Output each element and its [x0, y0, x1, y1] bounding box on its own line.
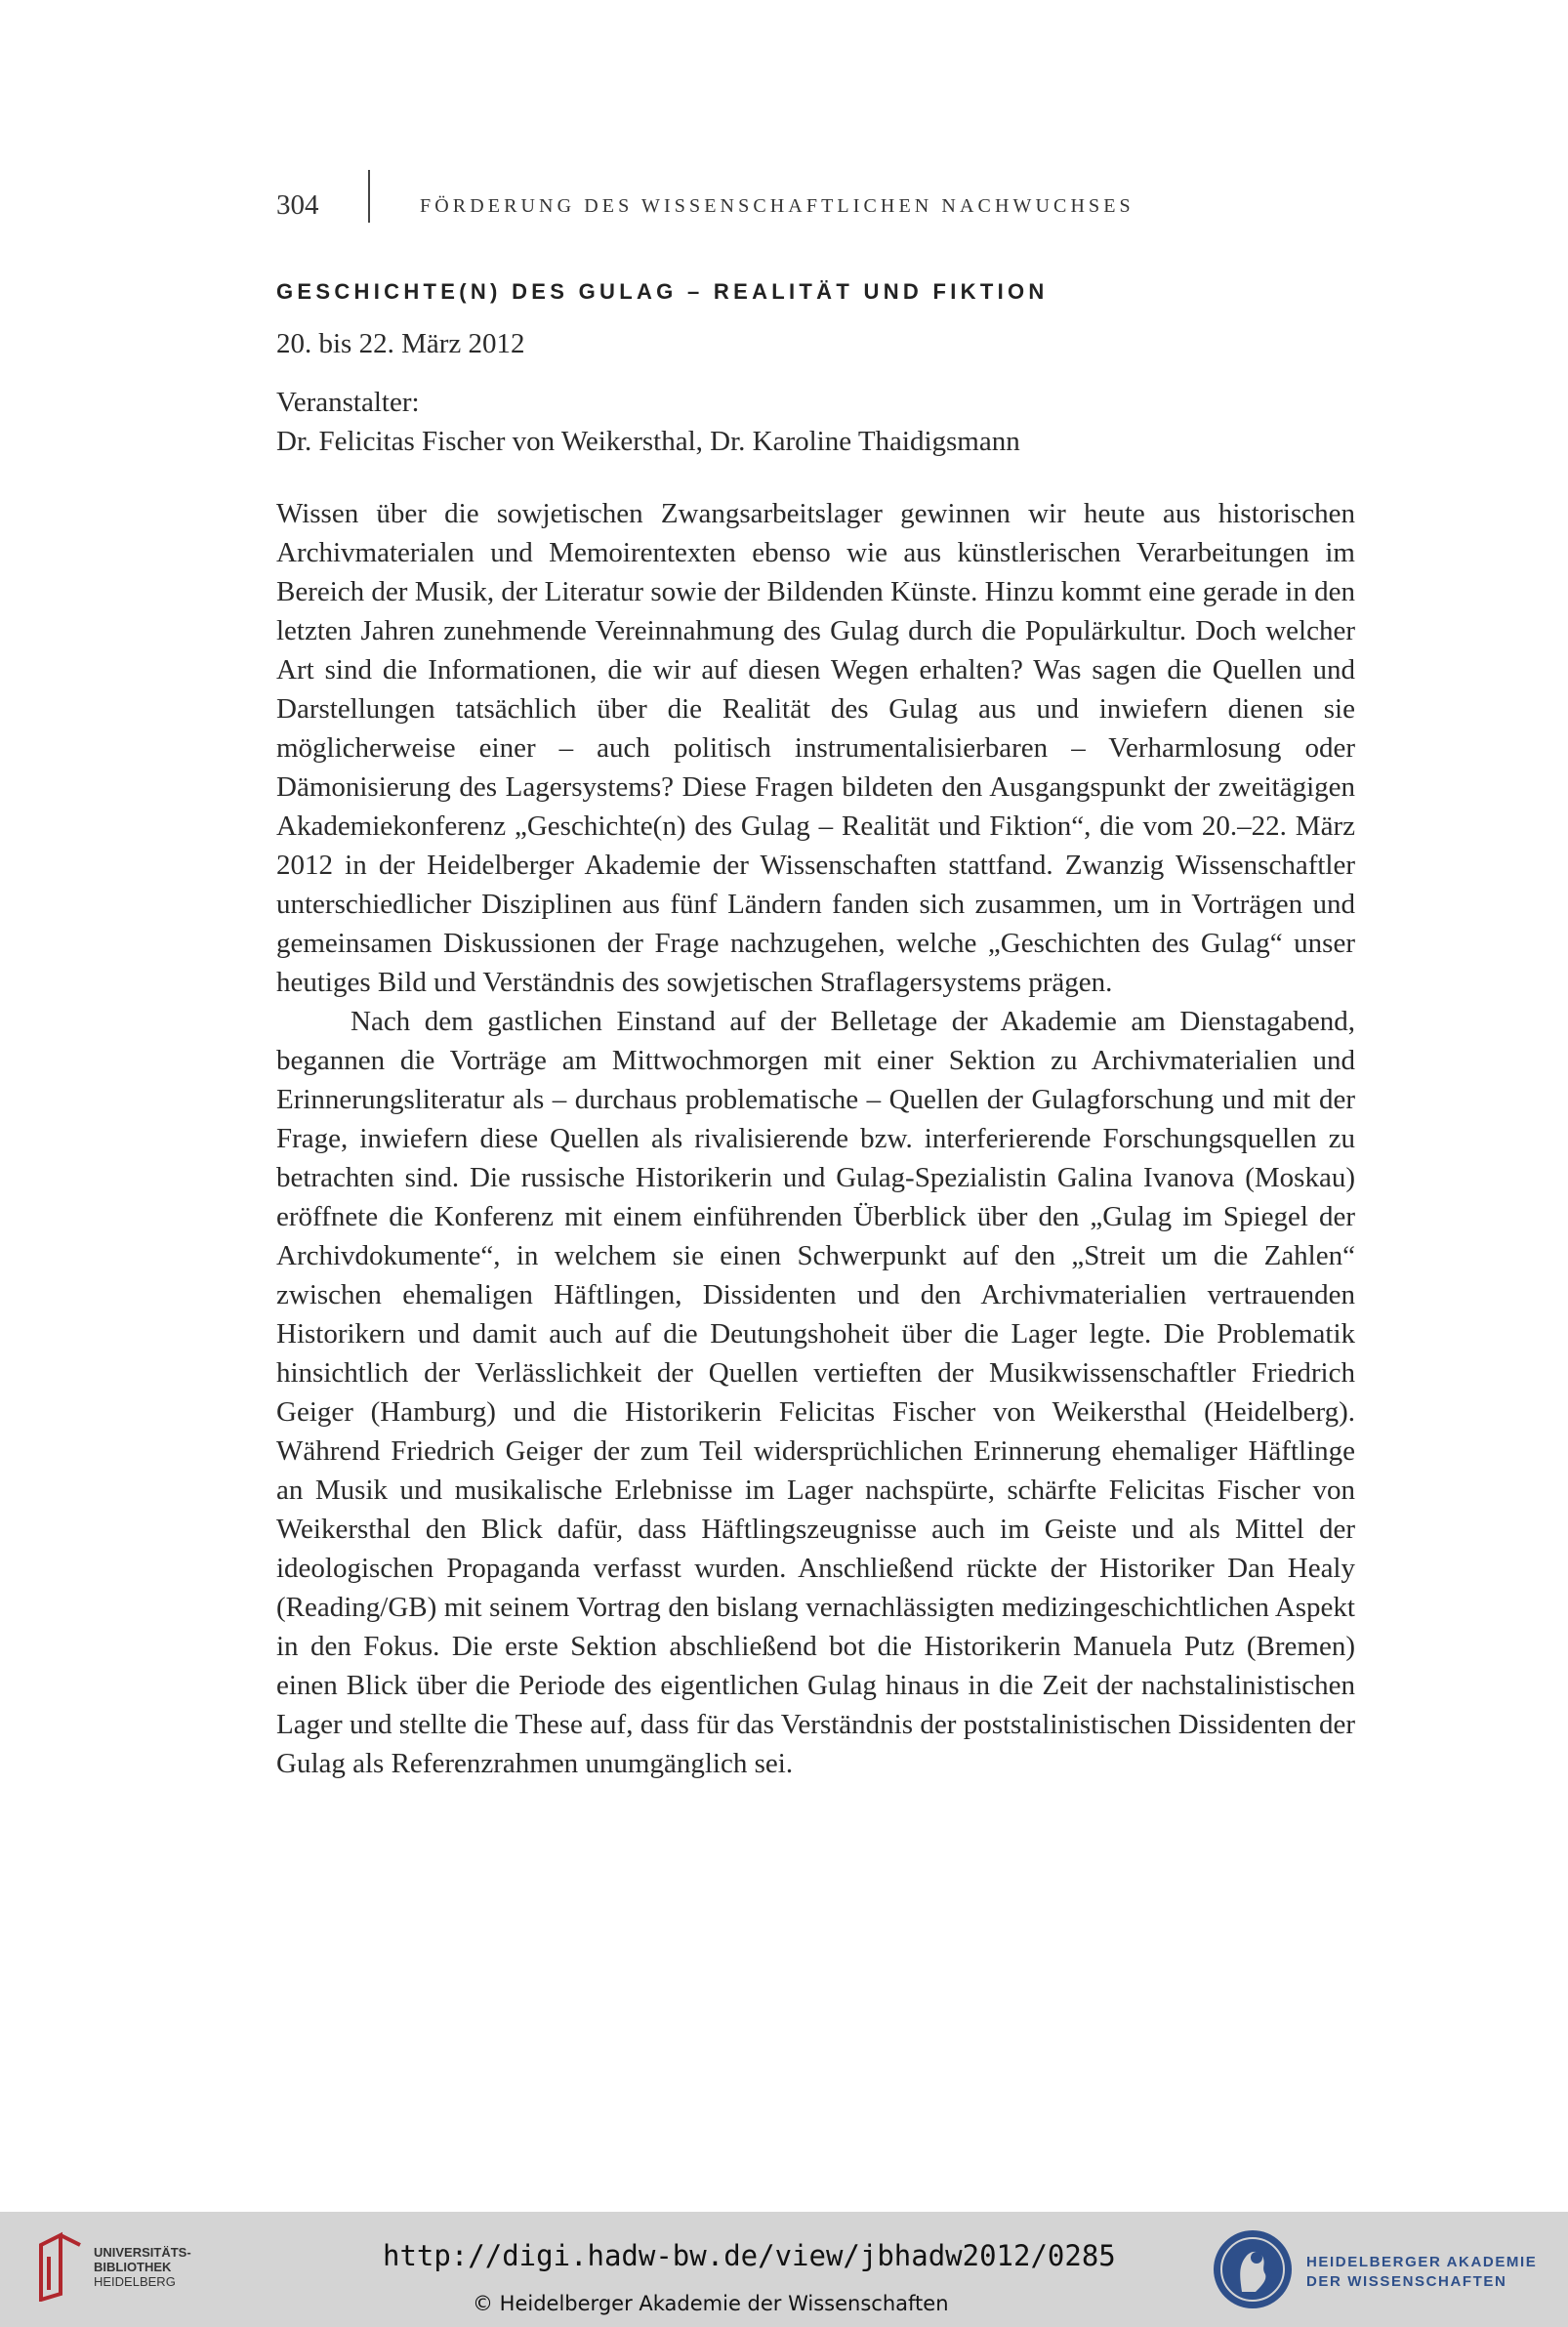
running-head: FÖRDERUNG DES WISSENSCHAFTLICHEN NACHWUCHSES [420, 195, 1135, 217]
organizer-names: Dr. Felicitas Fischer von Weikersthal, Dr. Karoline Thaidigsmann [276, 426, 1020, 457]
article [276, 279, 1355, 1783]
footer-bar [0, 2212, 1568, 2327]
academy-seal-icon [1211, 2227, 1295, 2311]
academy-logo-line: DER WISSENSCHAFTEN [1306, 2273, 1507, 2290]
academy-logo[interactable] [1211, 2227, 1543, 2311]
page-header [276, 166, 1350, 225]
header-divider [368, 170, 370, 223]
copyright-notice: © Heidelberger Akademie der Wissenschaften [473, 2292, 949, 2315]
body-text [276, 494, 1355, 1783]
university-library-logo-text [94, 2245, 191, 2289]
page-number: 304 [276, 189, 319, 221]
organizer-label: Veranstalter: [276, 387, 420, 418]
university-library-logo[interactable] [35, 2231, 230, 2302]
library-logo-line: UNIVERSITÄTS- [94, 2245, 191, 2260]
event-date: 20. bis 22. März 2012 [276, 328, 525, 359]
body-paragraph: Nach dem gastlichen Einstand auf der Belletage der Akademie am Dienstagabend, begannen die Vorträge am Mittwochmorgen mit einer Sektion zu Archivmaterialien und Erinnerungsliteratur als – durchaus problematische – Quellen der Gulagforschung und mit der Frage, inwiefern diese Quellen als rivalisierende bzw. interferierende Forschungsquellen zu betrachten sind. Die russische Historikerin und Gulag-Spezialistin Galina Ivanova (Moskau) eröffnete die Konferenz mit einem einführenden Überblick über den „Gulag im Spiegel der Archivdokumente“, in welchem sie einen Schwerpunkt auf den „Streit um die Zahlen“ zwischen ehemaligen Häftlingen, Dissidenten und den Archivmaterialien vertrauenden Historikern und damit auch auf die Deutungshoheit über die Lager legte. Die Problematik hinsichtlich der Verlässlichkeit der Quellen vertieften der Musikwissenschaftler Friedrich Geiger (Hamburg) und die Historikerin Felicitas Fischer von Weikersthal (Heidelberg). Während Friedrich Geiger der zum Teil widersprüchlichen Erinnerung ehemaliger Häftlinge an Musik und musikalische Erlebnisse im Lager nachspürte, schärfte Felicitas Fischer von Weikersthal den Blick dafür, dass Häftlingszeugnisse auch im Geiste und als Mittel der ideologischen Propaganda verfasst wurden. Anschließend rückte der Historiker Dan Healy (Reading/GB) mit seinem Vortrag den bislang vernachlässigten medizingeschichtlichen Aspekt in den Fokus. Die erste Sektion abschließend bot die Historikerin Manuela Putz (Bremen) einen Blick über die Periode des eigentlichen Gulag hinaus in die Zeit der nachstalinistischen Lager und stellte die These auf, dass für das Verständnis der poststalinistischen Dissidenten der Gulag als Referenzrahmen unumgänglich sei. [276, 1006, 1355, 1779]
article-title: GESCHICHTE(N) DES GULAG – REALITÄT UND FIKTION [276, 279, 1049, 304]
academy-logo-line: HEIDELBERGER AKADEMIE [1306, 2254, 1538, 2270]
permalink-url[interactable]: http://digi.hadw-bw.de/view/jbhadw2012/0285 [383, 2239, 1116, 2272]
library-logo-line: BIBLIOTHEK [94, 2260, 172, 2274]
library-logo-line: HEIDELBERG [94, 2274, 176, 2289]
academy-logo-text [1306, 2253, 1537, 2292]
university-library-logo-icon [35, 2231, 86, 2302]
body-paragraph: Wissen über die sowjetischen Zwangsarbeitslager gewinnen wir heute aus historischen Archivmaterialen und Memoirentexten ebenso wie aus künstlerischen Verarbeitungen im Bereich der Musik, der Literatur sowie der Bildenden Künste. Hinzu kommt eine gerade in den letzten Jahren zunehmende Vereinnahmung des Gulag durch die Populärkultur. Doch welcher Art sind die Informationen, die wir auf diesen Wegen erhalten? Was sagen die Quellen und Darstellungen tatsächlich über die Realität des Gulag aus und inwiefern dienen sie möglicherweise einer – auch politisch instrumentalisierbaren – Verharmlosung oder Dämonisierung des Lagersystems? Diese Fragen bildeten den Ausgangspunkt der zweitägigen Akademiekonferenz „Geschichte(n) des Gulag – Realität und Fiktion“, die vom 20.–22. März 2012 in der Heidelberger Akademie der Wissenschaften stattfand. Zwanzig Wissenschaftler unterschiedlicher Disziplinen aus fünf Ländern fanden sich zusammen, um in Vorträgen und gemeinsamen Diskussionen der Frage nachzugehen, welche „Geschichten des Gulag“ unser heutiges Bild und Verständnis des sowjetischen Straflagersystems prägen. [276, 498, 1355, 998]
